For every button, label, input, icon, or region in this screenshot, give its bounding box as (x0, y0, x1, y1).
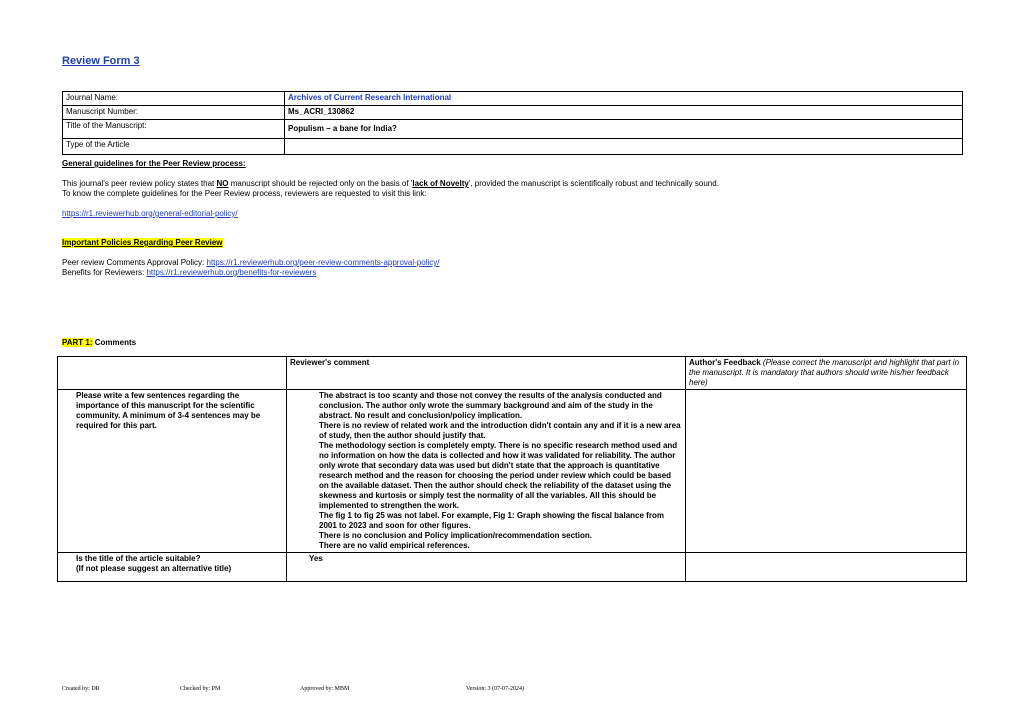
guidelines-heading: General guidelines for the Peer Review process: (62, 159, 246, 168)
title-suitability-question (58, 553, 287, 582)
comment-abstract: The abstract is too scanty and those not convey the results of the analysis conducted and conclusion. The author only wrote the summary background and aim of the study in the abstract. No result and conclusion/policy implication. (319, 391, 662, 420)
comment-references: There are no valid empirical references. (319, 541, 470, 550)
importance-question: Please write a few sentences regarding the importance of this manuscript for the scientific community. A minimum of 3-4 sentences may be required for this part. (58, 390, 287, 553)
manuscript-number-value: Ms_ACRI_130862 (285, 106, 963, 120)
comment-review: There is no review of related work and the introduction didn't contain any and if it is a new area of study, then the author should justify that. (319, 421, 681, 440)
guidelines-visit-text: To know the complete guidelines for the Peer Review process, reviewers are requested to visit this link: (62, 189, 427, 198)
title-comment-cell: Yes (287, 553, 686, 582)
editorial-policy-link[interactable]: https://r1.reviewerhub.org/general-editorial-policy/ (62, 209, 238, 218)
reviewer-comment-header: Reviewer's comment (287, 357, 686, 390)
part1-title: Comments (92, 338, 137, 347)
footer-created: Created by: DR (62, 686, 100, 692)
table-header-row (58, 357, 967, 390)
table-row (63, 139, 963, 155)
manuscript-title-label: Title of the Manuscript: (63, 120, 285, 139)
lack-of-novelty-emphasis: lack of Novelty (412, 179, 469, 188)
journal-name-label: Journal Name: (63, 92, 285, 106)
policy-text-mid: manuscript should be rejected only on the basis of ' (228, 179, 413, 188)
approval-policy-label: Peer review Comments Approval Policy: (62, 258, 207, 267)
header-question-cell (58, 357, 287, 390)
journal-name-value: Archives of Current Research International (285, 92, 963, 106)
no-emphasis: NO (216, 179, 229, 188)
footer-checked: Checked by: PM (180, 686, 221, 692)
manuscript-title-value: Populism – a bane for India? (285, 120, 963, 139)
article-type-label: Type of the Article (63, 139, 285, 155)
author-feedback-title: Author's Feedback (689, 358, 761, 367)
benefits-label: Benefits for Reviewers: (62, 268, 147, 277)
part1-heading (62, 338, 136, 348)
part1-label: PART 1: (62, 338, 93, 347)
table-row (58, 390, 967, 553)
table-row (63, 120, 963, 139)
benefits-link[interactable]: https://r1.reviewerhub.org/benefits-for-reviewers (146, 268, 317, 277)
footer-approved: Approved by: MBM (300, 686, 350, 692)
approval-policy-link[interactable]: https://r1.reviewerhub.org/peer-review-comments-approval-policy/ (206, 258, 440, 267)
author-feedback-header (686, 357, 967, 390)
policy-links (62, 258, 439, 278)
author-feedback-note: (Please correct the manuscript and highlight that part in the manuscript. It is mandatory that authors should write his/her feedback here) (689, 358, 960, 387)
footer-version: Version: 3 (07-07-2024) (466, 686, 524, 692)
manuscript-number-label: Manuscript Number: (63, 106, 285, 120)
title-question-line2: (If not please suggest an alternative title) (76, 564, 232, 573)
policy-text-end: ', provided the manuscript is scientifically robust and technically sound. (468, 179, 719, 188)
article-type-value (285, 139, 963, 155)
comment-conclusion: There is no conclusion and Policy implication/recommendation section. (319, 531, 592, 540)
policies-heading: Important Policies Regarding Peer Review (62, 238, 223, 247)
table-row (63, 92, 963, 106)
table-row (63, 106, 963, 120)
manuscript-info-table (62, 91, 963, 155)
guidelines-paragraph (62, 179, 982, 199)
policy-text: This journal's peer review policy states that (62, 179, 217, 188)
comment-figures: The fig 1 to fig 25 was not label. For example, Fig 1: Graph showing the fiscal balance from 2001 to 2023 and soon for other figures. (319, 511, 664, 530)
reviewer-comment-cell (287, 390, 686, 553)
comment-methodology: The methodology section is completely empty. There is no specific research method used and no information on how the data is collected and how it was validated for reliability. The author only wrote that secondary data was used but didn't state that the approach is quantitative research method and the reason for choosing the period under review which could be based on the available dataset. Then the author should check the reliability of the dataset using the skewness and kurtosis or simply test the normality of all the variables. All this should be implemented to strengthen the work. (319, 441, 678, 510)
comments-table (57, 356, 967, 582)
table-row (58, 553, 967, 582)
form-title: Review Form 3 (62, 55, 140, 67)
author-feedback-cell[interactable] (686, 390, 967, 553)
title-question-line1: Is the title of the article suitable? (76, 554, 201, 563)
title-feedback-cell[interactable] (686, 553, 967, 582)
